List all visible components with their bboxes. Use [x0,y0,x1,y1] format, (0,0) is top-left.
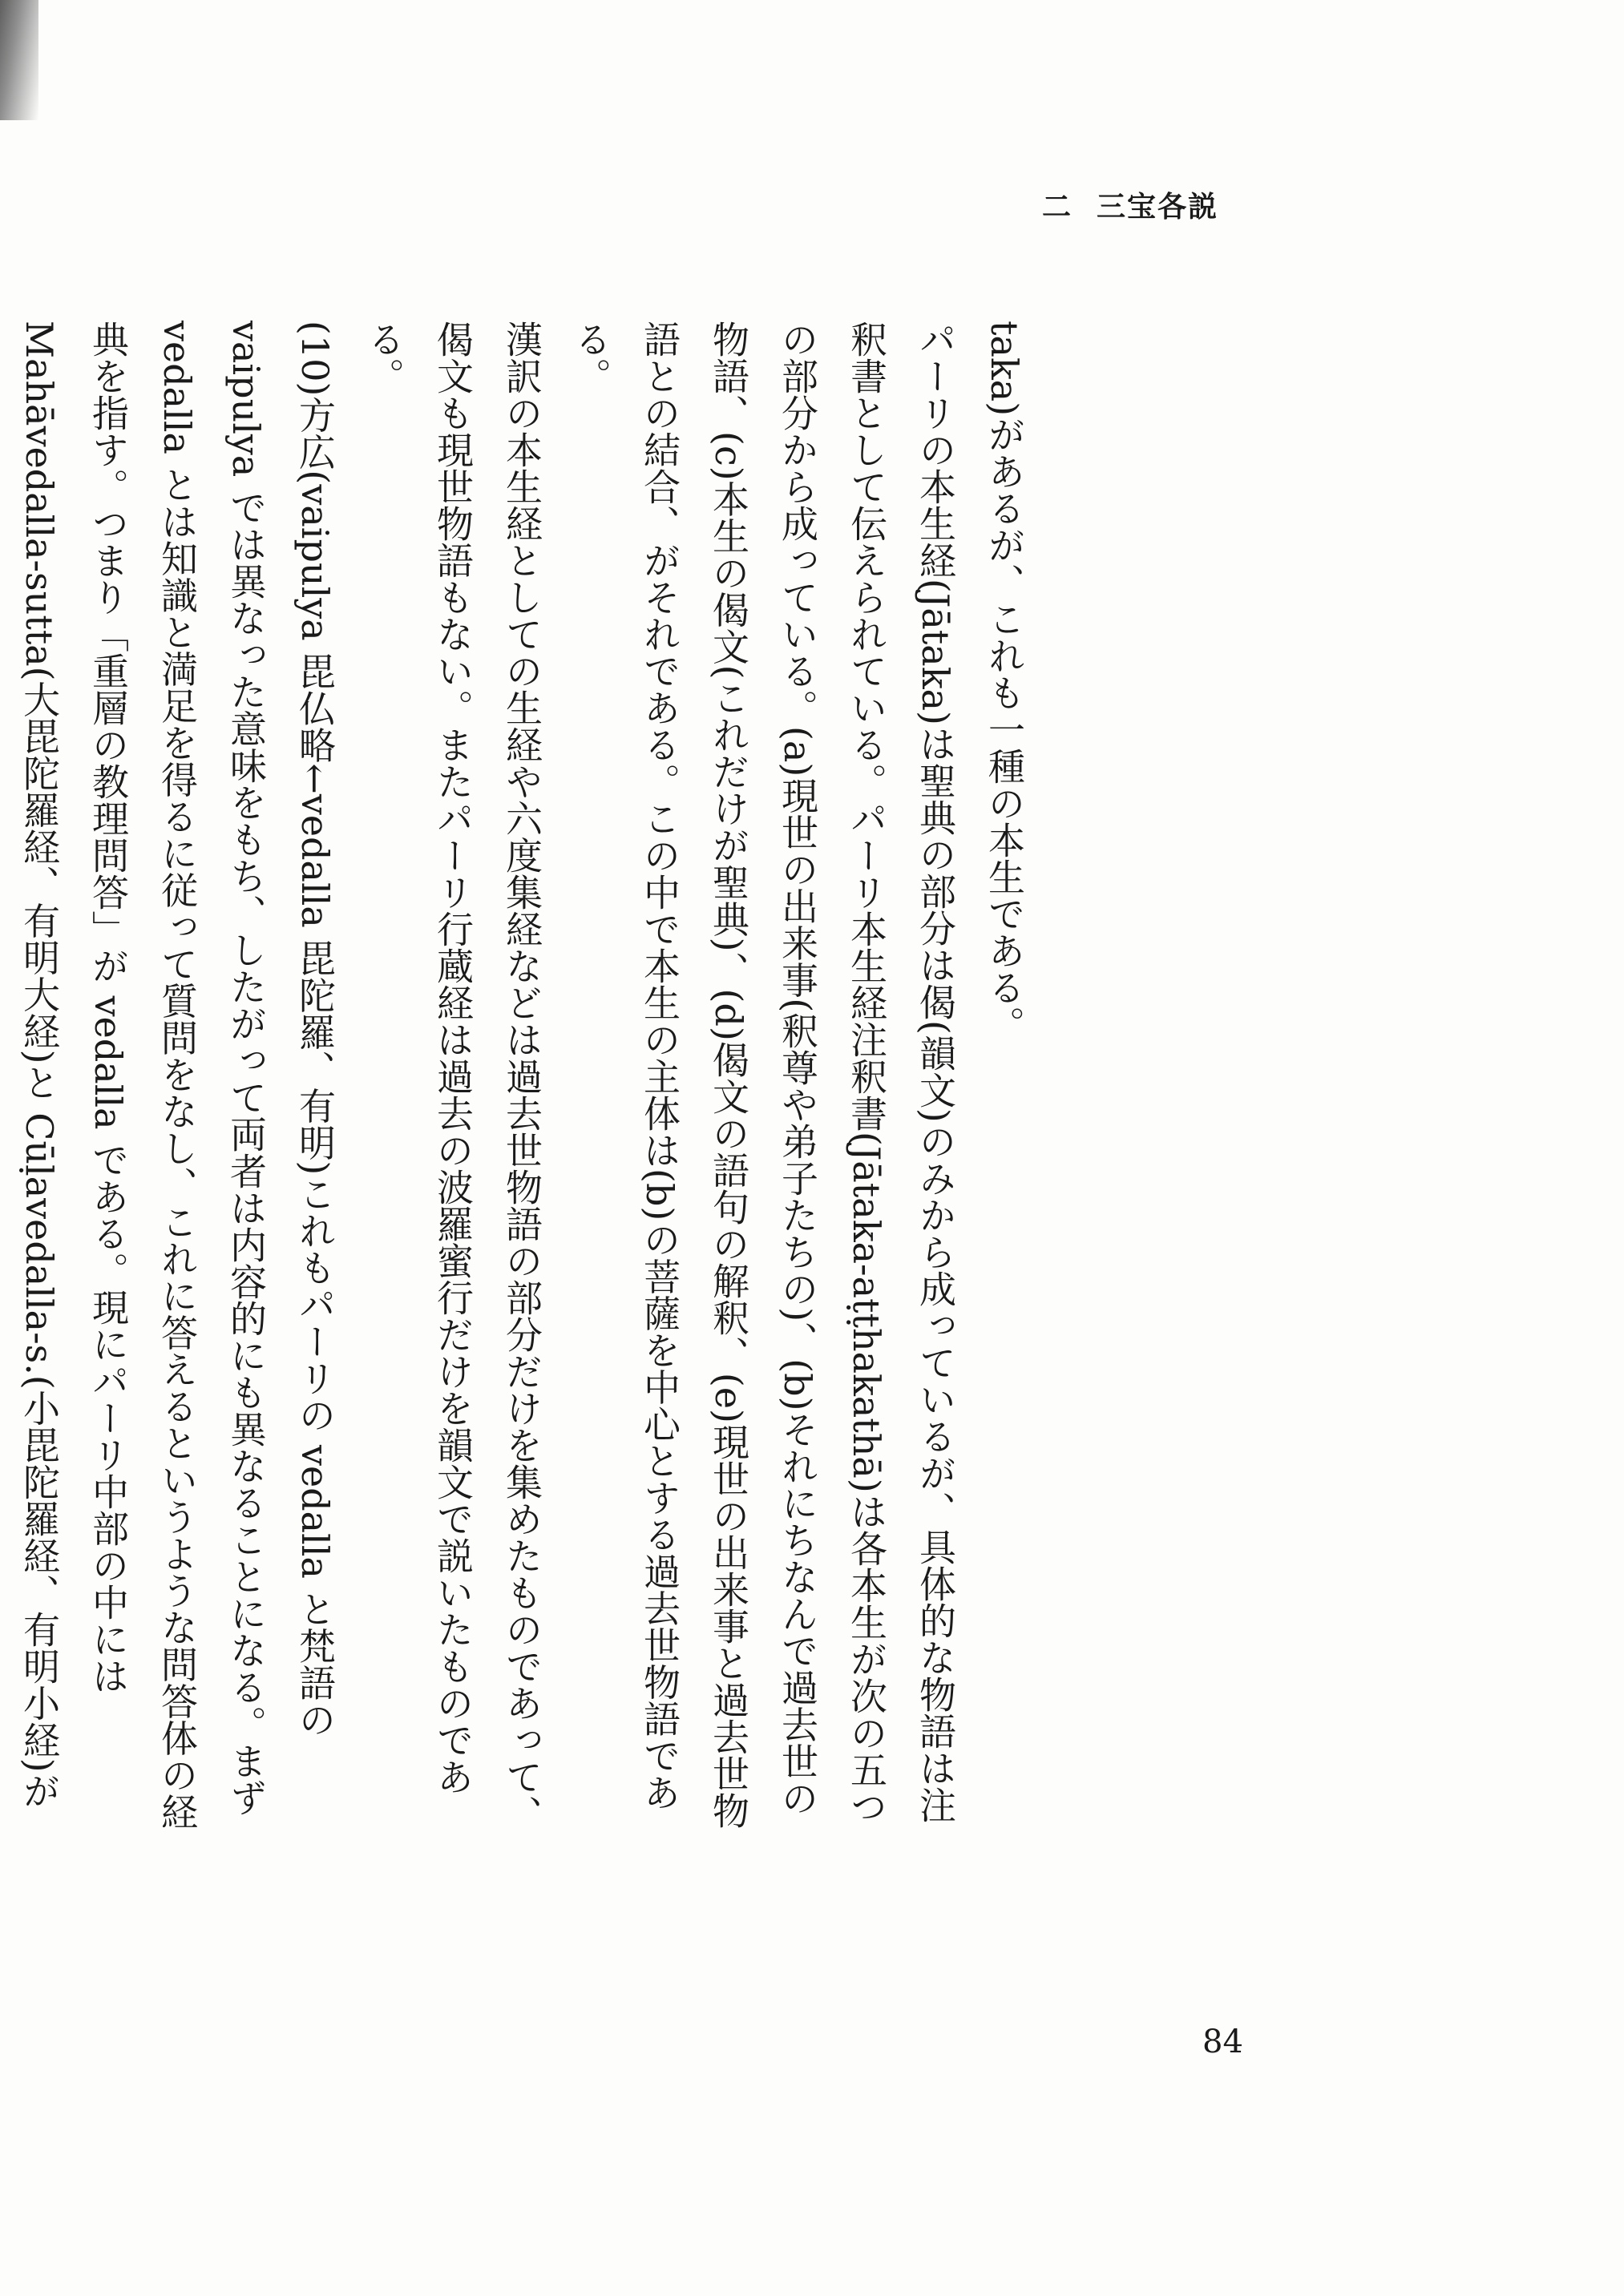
body-text [18,321,1039,1843]
page-number: 84 [1202,2024,1243,2060]
paragraph-chinese-jataka: 漢訳の本生経としての生経や六度集経などは過去世物語の部分だけを集めたものであって、偈文も現世物語もない。またパーリ行蔵経は過去の波羅蜜行だけを韻文で説いたものである。 [362,321,543,1832]
paragraph-vaipulya-vedalla: (10)方広(vaipulya 毘仏略←vedalla 毘陀羅、有明)これもパーリの vedalla と梵語の vaipulya では異なった意味をもち、したがって両者は内容的にも異なることになる。まず vedalla とは知識と満足を得るに従って質問をなし、これに答えるというような問答体の経典を指す。つまり「重層の教理問答」が vedalla である。現にパーリ中部の中には Mahāvedalla-sutta(大毘陀羅経、有明大経)と Cūḷavedalla-s.(小毘陀羅経、有明小経)が [18,321,337,1830]
running-header [1042,184,1218,225]
scan-edge-smudge [0,0,38,120]
paragraph-pali-jataka: パーリの本生経(Jātaka)は聖典の部分は偈(韻文)のみから成っているが、具体的な物語は注釈書として伝えられている。パーリ本生経注釈書(Jātaka-aṭṭhakathā)は各本生が次の五つの部分から成っている。(a)現世の出来事(釈尊や弟子たちの)、(b)それにちなんで過去世の物語、(c)本生の偈文(これだけが聖典)、(d)偈文の語句の解釈、(e)現世の出来事と過去世物語との結合、がそれである。この中で本生の主体は(b)の菩薩を中心とする過去世物語である。 [569,321,957,1830]
paragraph-continuation: taka)があるが、これも一種の本生である。 [983,321,1026,1043]
chapter-number: 二 [1042,190,1073,224]
chapter-title: 三宝各説 [1097,190,1219,224]
